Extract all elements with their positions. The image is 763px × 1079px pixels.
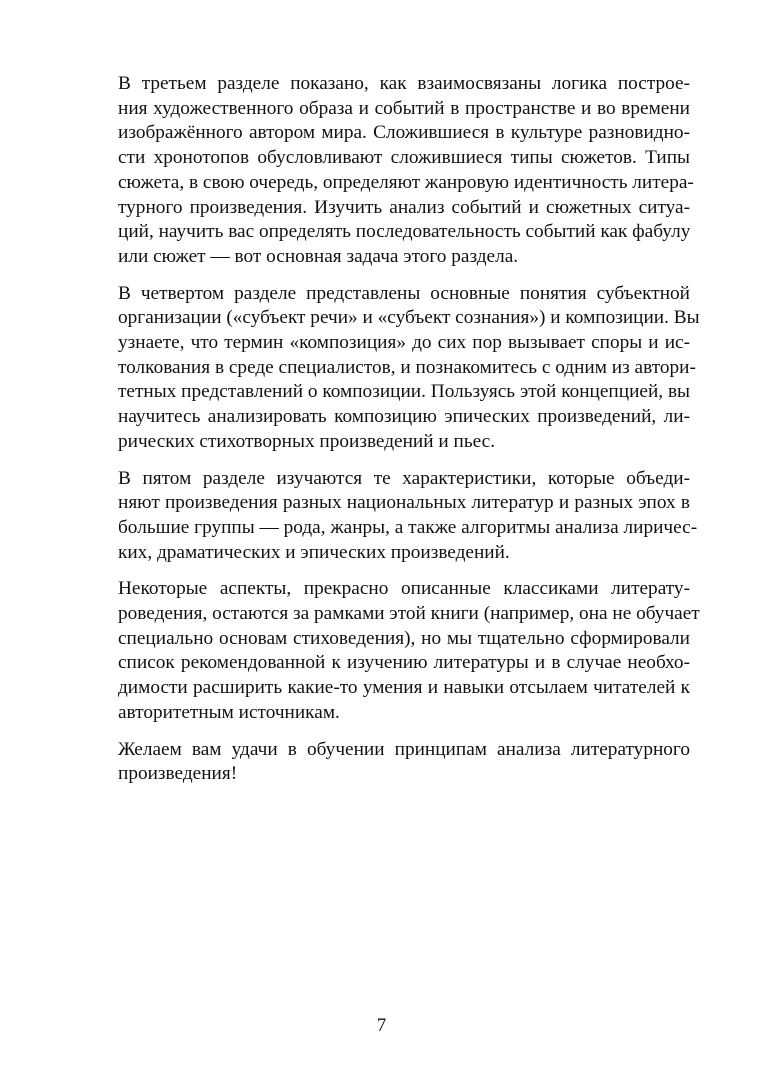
text-line: ций, научить вас определять последовательность событий как фабулу <box>118 221 691 243</box>
text-line: В четвертом разделе представлены основные понятия субъектной <box>118 282 690 304</box>
text-line: узнаете, что термин «композиция» до сих пор вызывает споры и ис- <box>118 332 690 354</box>
text-line: толкования в среде специалистов, и познакомитесь с одним из автори- <box>118 356 696 378</box>
text-line: турного произведения. Изучить анализ событий и сюжетных ситуа- <box>118 196 690 218</box>
text-line: научитесь анализировать композицию эпических произведений, ли- <box>118 406 690 428</box>
text-line: В третьем разделе показано, как взаимосвязаны логика построе- <box>118 73 690 94</box>
text-line: сюжета, в свою очередь, определяют жанровую идентичность литера- <box>118 171 694 193</box>
body-text <box>74 72 700 799</box>
paragraph-closing-wish <box>74 738 690 787</box>
paragraph-section-three <box>74 72 694 270</box>
paragraph-section-four <box>74 282 700 455</box>
text-line: няют произведения разных национальных литератур и разных эпох в <box>118 492 690 514</box>
page-number: 7 <box>376 1015 387 1036</box>
text-line: В пятом разделе изучаются те характеристики, которые объеди- <box>118 467 690 489</box>
text-line: тетных представлений о композиции. Пользуясь этой концепцией, вы <box>118 381 690 403</box>
paragraph-section-five <box>74 467 698 566</box>
text-line: ких, драматических и эпических произведений. <box>118 541 510 563</box>
text-line: ния художественного образа и событий в пространстве и во времени <box>118 97 690 119</box>
text-line: произведения! <box>118 763 238 785</box>
text-line: димости расширить какие-то умения и навыки отсылаем читателей к <box>118 677 690 699</box>
text-line: изображённого автором мира. Сложившиеся в культуре разновидно- <box>118 122 690 144</box>
text-line: Некоторые аспекты, прекрасно описанные классиками литерату- <box>118 578 690 600</box>
paragraph-scope-note <box>74 577 700 725</box>
text-line: Желаем вам удачи в обучении принципам анализа литературного <box>118 738 690 760</box>
text-line: список рекомендованной к изучению литературы и в случае необхо- <box>118 652 690 674</box>
text-line: рических стихотворных произведений и пьес. <box>118 430 496 452</box>
text-line: или сюжет — вот основная задача этого раздела. <box>118 245 519 267</box>
text-line: сти хронотопов обусловливают сложившиеся типы сюжетов. Типы <box>118 147 690 169</box>
text-line: роведения, остаются за рамками этой книги (например, она не обучает <box>118 603 700 625</box>
text-line: авторитетным источникам. <box>118 701 340 723</box>
text-line: большие группы — рода, жанры, а также алгоритмы анализа лиричес- <box>118 516 698 538</box>
text-line: организации («субъект речи» и «субъект сознания») и композиции. Вы <box>118 307 700 329</box>
text-line: специально основам стиховедения), но мы тщательно сформировали <box>118 627 690 649</box>
